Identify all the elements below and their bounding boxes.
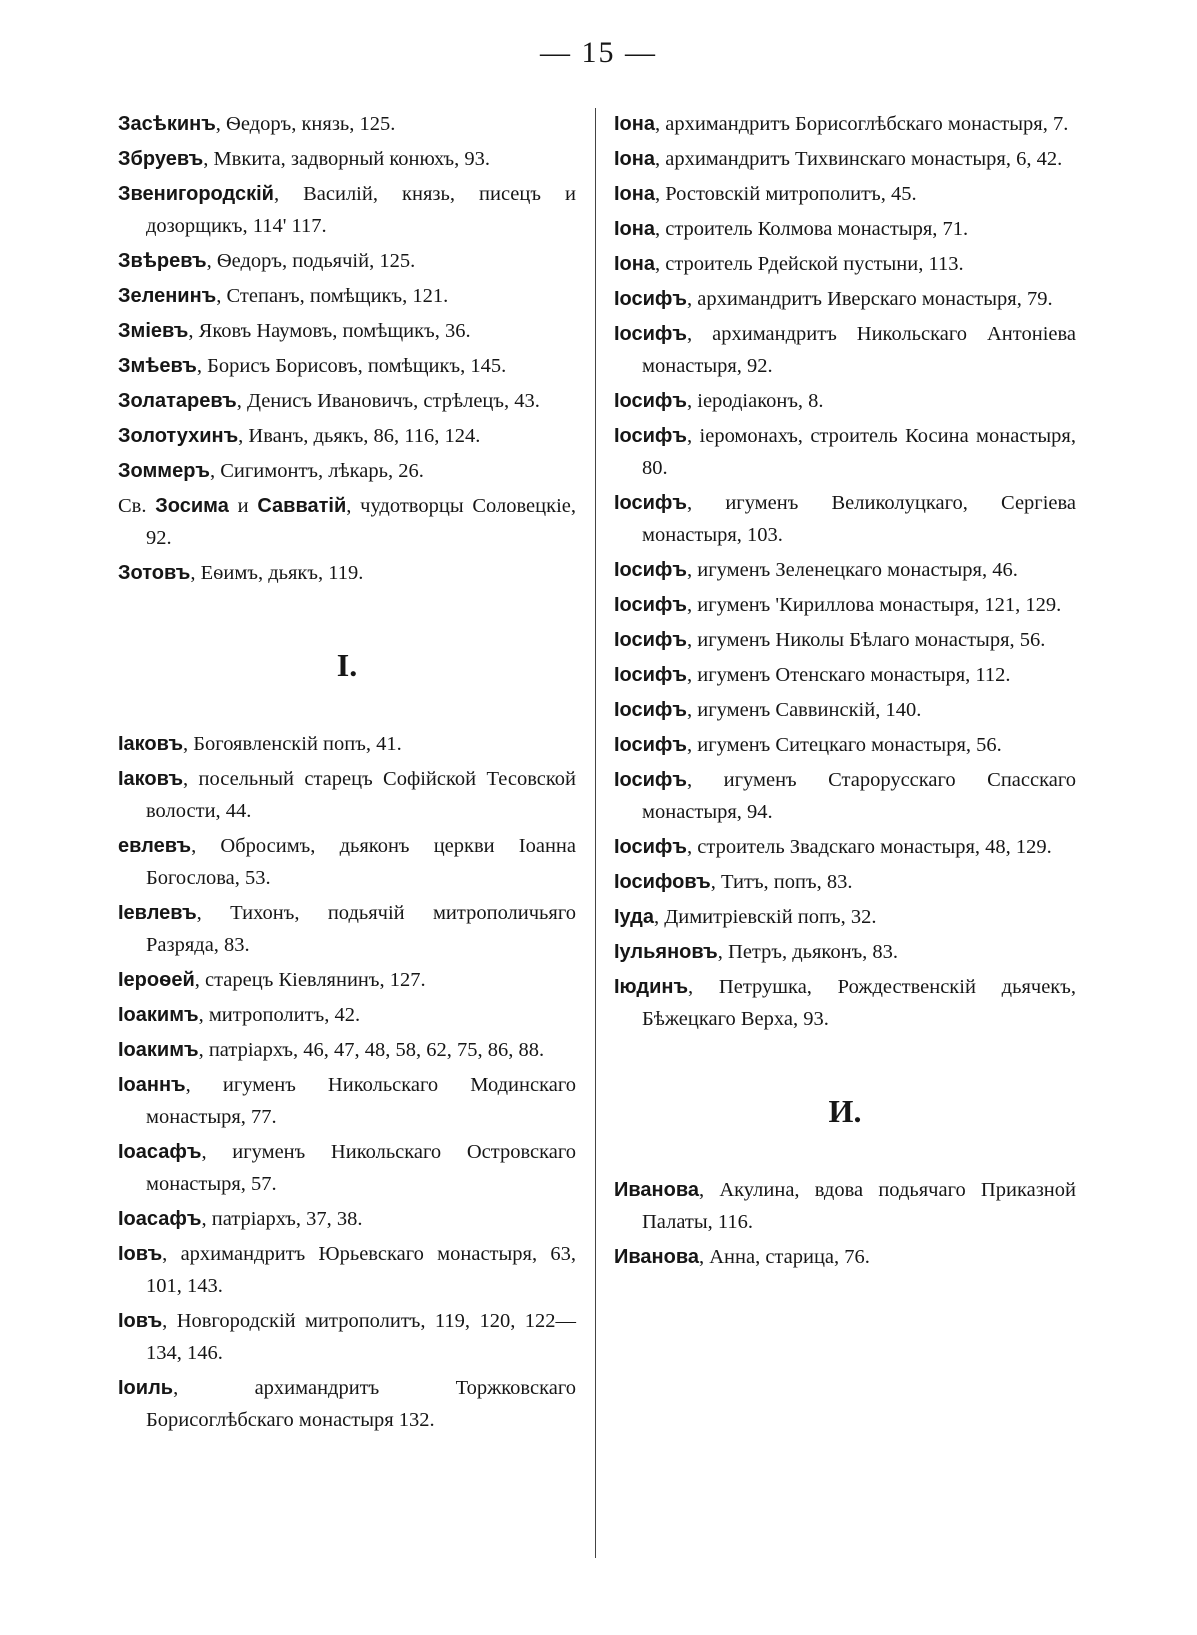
entry-text: , Степанъ, помѣщикъ, 121. — [216, 285, 449, 307]
entry-headword: Збруевъ — [118, 148, 204, 170]
entry-text: , Мвкита, задворный конюхъ, 93. — [203, 148, 490, 170]
index-entry — [614, 178, 1076, 210]
entry-text: , чудотворцы Соловецкіе, 92. — [146, 495, 577, 549]
index-entry — [118, 897, 576, 961]
index-entry — [118, 490, 576, 554]
index-entry — [614, 659, 1076, 691]
entry-text: , игуменъ Отенскаго монастыря, 112. — [687, 664, 1011, 686]
index-entry — [118, 1203, 576, 1235]
index-entry — [614, 420, 1076, 484]
entry-headword: Іоаннъ — [118, 1074, 186, 1096]
entry-text: , игуменъ Зеленецкаго монастыря, 46. — [687, 559, 1018, 581]
index-entry — [614, 589, 1076, 621]
entry-text: , патріархъ, 37, 38. — [201, 1208, 363, 1230]
entry-text: , игуменъ Ситецкаго монастыря, 56. — [687, 734, 1002, 756]
entry-text: , Акулина, вдова подьячаго Приказной Палаты, 116. — [642, 1179, 1076, 1233]
index-entry — [614, 866, 1076, 898]
index-entry — [614, 385, 1076, 417]
entry-headword: Зеленинъ — [118, 285, 217, 307]
index-entry — [614, 971, 1076, 1035]
entry-headword: Іона — [614, 253, 655, 275]
entry-headword: Іосифъ — [614, 836, 688, 858]
right-column — [614, 108, 1076, 1276]
entry-headword: Іуда — [614, 906, 654, 928]
entry-text: , Ѳедоръ, князь, 125. — [215, 113, 396, 135]
entry-text: , игуменъ Никольскаго Модинскаго монастыря, 77. — [146, 1074, 576, 1128]
entry-text: , игуменъ Николы Бѣлаго монастыря, 56. — [687, 629, 1046, 651]
index-entry — [614, 694, 1076, 726]
index-entry — [614, 318, 1076, 382]
entry-headword: Іона — [614, 148, 655, 170]
entry-text: , Петрушка, Рождественскій дьячекъ, Бѣжецкаго Верха, 93. — [642, 976, 1076, 1030]
column-divider — [595, 108, 596, 1558]
entry-text: , Денисъ Ивановичъ, стрѣлецъ, 43. — [236, 390, 540, 412]
right-entries-group-2 — [614, 1174, 1076, 1273]
entry-text: , Тихонъ, подьячій митрополичьяго Разряда, 83. — [146, 902, 576, 956]
index-entry — [118, 964, 576, 996]
entry-connector: и — [228, 495, 258, 517]
entry-headword: Іосифъ — [614, 664, 688, 686]
entry-headword: Зміевъ — [118, 320, 189, 342]
entry-headword: Іюдинъ — [614, 976, 689, 998]
entry-text: , архимандритъ Тихвинскаго монастыря, 6, 42. — [654, 148, 1063, 170]
entry-text: , Титъ, попъ, 83. — [710, 871, 853, 893]
entry-text: , старецъ Кіевлянинъ, 127. — [194, 969, 426, 991]
entry-text: , митрополитъ, 42. — [198, 1004, 361, 1026]
entry-headword: Іосифъ — [614, 323, 688, 345]
index-entry — [614, 624, 1076, 656]
index-entry — [614, 901, 1076, 933]
entry-text: , строитель Рдейской пустыни, 113. — [654, 253, 964, 275]
entry-headword: Іосифъ — [614, 594, 688, 616]
entry-text: , архимандритъ Борисоглѣбскаго монастыря, 7. — [654, 113, 1069, 135]
index-entry — [614, 936, 1076, 968]
entry-text: , Сигимонтъ, лѣкарь, 26. — [210, 460, 424, 482]
entry-text: , Богоявленскій попъ, 41. — [183, 733, 402, 755]
entry-headword: Засѣкинъ — [118, 113, 216, 135]
entry-text: , игуменъ 'Кириллова монастыря, 121, 129. — [687, 594, 1062, 616]
entry-headword: Зотовъ — [118, 562, 191, 584]
index-entry — [614, 1241, 1076, 1273]
entry-headword: Іона — [614, 183, 655, 205]
index-entry — [118, 1372, 576, 1436]
index-entry — [118, 315, 576, 347]
entry-headword: Іовъ — [118, 1310, 163, 1332]
entry-headword: Звенигородскій — [118, 183, 274, 205]
index-entry — [118, 1238, 576, 1302]
entry-headword: Іоакимъ — [118, 1039, 199, 1061]
index-entry — [614, 831, 1076, 863]
entry-text: , архимандритъ Торжковскаго Борисоглѣбскаго монастыря 132. — [146, 1377, 576, 1431]
index-entry — [118, 763, 576, 827]
index-entry — [614, 283, 1076, 315]
entry-headword: Золотухинъ — [118, 425, 239, 447]
entry-text: , посельный старецъ Софійской Тесовской волости, 44. — [146, 768, 576, 822]
index-entry — [118, 245, 576, 277]
entry-headword: евлевъ — [118, 835, 192, 857]
entry-text: , игуменъ Старорусскаго Спасскаго монастыря, 94. — [642, 769, 1076, 823]
index-entry — [614, 108, 1076, 140]
entry-text: , Ростовскій митрополитъ, 45. — [654, 183, 917, 205]
entry-text: , іеромонахъ, строитель Косина монастыря, 80. — [642, 425, 1076, 479]
entry-headword: Іоакимъ — [118, 1004, 199, 1026]
index-entry — [614, 764, 1076, 828]
section-letter-i-short: И. — [828, 1093, 862, 1129]
entry-headword: Іосифъ — [614, 629, 688, 651]
left-column — [118, 108, 576, 1439]
right-entries-group-1 — [614, 108, 1076, 1035]
section-letter-i: I. — [336, 647, 358, 683]
entry-headword: Іона — [614, 113, 655, 135]
entry-text: , игуменъ Саввинскій, 140. — [687, 699, 922, 721]
entry-headword: Іаковъ — [118, 733, 184, 755]
entry-headword: Іона — [614, 218, 655, 240]
index-entry — [614, 248, 1076, 280]
left-entries-group-2 — [118, 728, 576, 1436]
index-entry — [118, 420, 576, 452]
index-entry — [118, 728, 576, 760]
index-entry — [118, 1034, 576, 1066]
entry-text: , Обросимъ, дьяконъ церкви Іоанна Богослова, 53. — [146, 835, 576, 889]
index-entry — [118, 1069, 576, 1133]
index-entry — [118, 999, 576, 1031]
entry-headword: Іевлевъ — [118, 902, 197, 924]
entry-headword: Іосифъ — [614, 559, 688, 581]
entry-text: , Новгородскій митрополитъ, 119, 120, 122—134, 146. — [146, 1310, 576, 1364]
index-entry — [614, 487, 1076, 551]
entry-headword: Іосифовъ — [614, 871, 711, 893]
index-entry — [118, 455, 576, 487]
entry-headword: Золатаревъ — [118, 390, 237, 412]
left-entries-group-1 — [118, 108, 576, 589]
entry-text: , архимандритъ Юрьевскаго монастыря, 63, 101, 143. — [146, 1243, 576, 1297]
entry-headword: Іоасафъ — [118, 1208, 202, 1230]
entry-text: , строитель Звадскаго монастыря, 48, 129. — [687, 836, 1052, 858]
entry-headword: Іосифъ — [614, 492, 688, 514]
entry-text: , строитель Колмова монастыря, 71. — [654, 218, 969, 240]
entry-headword: Іульяновъ — [614, 941, 718, 963]
index-entry — [118, 1136, 576, 1200]
index-entry — [118, 108, 576, 140]
entry-headword: Іосифъ — [614, 390, 688, 412]
index-entry — [614, 143, 1076, 175]
entry-headword: Іоасафъ — [118, 1141, 202, 1163]
index-entry — [614, 213, 1076, 245]
entry-text: , Анна, старица, 76. — [698, 1246, 870, 1268]
entry-text: , архимандритъ Иверскаго монастыря, 79. — [687, 288, 1053, 310]
index-entry — [118, 178, 576, 242]
index-entry — [118, 557, 576, 589]
entry-prefix: Св. — [118, 495, 156, 517]
index-entry — [118, 143, 576, 175]
entry-headword: Іосифъ — [614, 769, 688, 791]
page-number: — 15 — — [540, 36, 657, 69]
index-entry — [118, 830, 576, 894]
entry-headword: Иванова — [614, 1246, 699, 1268]
index-entry — [614, 1174, 1076, 1238]
entry-text: , Иванъ, дьякъ, 86, 116, 124. — [238, 425, 481, 447]
entry-headword: Іосифъ — [614, 288, 688, 310]
entry-headword: Зосима — [155, 495, 229, 517]
entry-text: , архимандритъ Никольскаго Антоніева монастыря, 92. — [642, 323, 1076, 377]
entry-headword: Змѣевъ — [118, 355, 197, 377]
entry-headword: Іосифъ — [614, 734, 688, 756]
entry-headword: Іовъ — [118, 1243, 163, 1265]
entry-text: , Ѳедоръ, подьячій, 125. — [206, 250, 416, 272]
entry-headword: Іосифъ — [614, 699, 688, 721]
entry-text: , Василій, князь, писецъ и дозорщикъ, 114' 117. — [146, 183, 576, 237]
entry-text: , патріархъ, 46, 47, 48, 58, 62, 75, 86, 88. — [198, 1039, 545, 1061]
entry-text: , іеродіаконъ, 8. — [687, 390, 824, 412]
entry-text: , Петръ, дьяконъ, 83. — [717, 941, 899, 963]
entry-headword: Савватій — [257, 495, 347, 517]
entry-headword: Иванова — [614, 1179, 699, 1201]
entry-headword: Іероѳей — [118, 969, 195, 991]
entry-headword: Іосифъ — [614, 425, 688, 447]
entry-headword: Іоиль — [118, 1377, 174, 1399]
entry-headword: Зоммеръ — [118, 460, 210, 482]
entry-text: , Еѳимъ, дьякъ, 119. — [190, 562, 364, 584]
index-entry — [118, 280, 576, 312]
entry-text: , Яковъ Наумовъ, помѣщикъ, 36. — [188, 320, 471, 342]
entry-text: , игуменъ Никольскаго Островскаго монастыря, 57. — [146, 1141, 576, 1195]
entry-text: , Борисъ Борисовъ, помѣщикъ, 145. — [196, 355, 507, 377]
index-entry — [118, 350, 576, 382]
entry-headword: Іаковъ — [118, 768, 184, 790]
index-entry — [614, 729, 1076, 761]
index-entry — [614, 554, 1076, 586]
index-entry — [118, 1305, 576, 1369]
entry-text: , игуменъ Великолуцкаго, Сергіева монастыря, 103. — [642, 492, 1076, 546]
index-entry — [118, 385, 576, 417]
entry-headword: Звѣревъ — [118, 250, 207, 272]
entry-text: , Димитріевскій попъ, 32. — [654, 906, 877, 928]
